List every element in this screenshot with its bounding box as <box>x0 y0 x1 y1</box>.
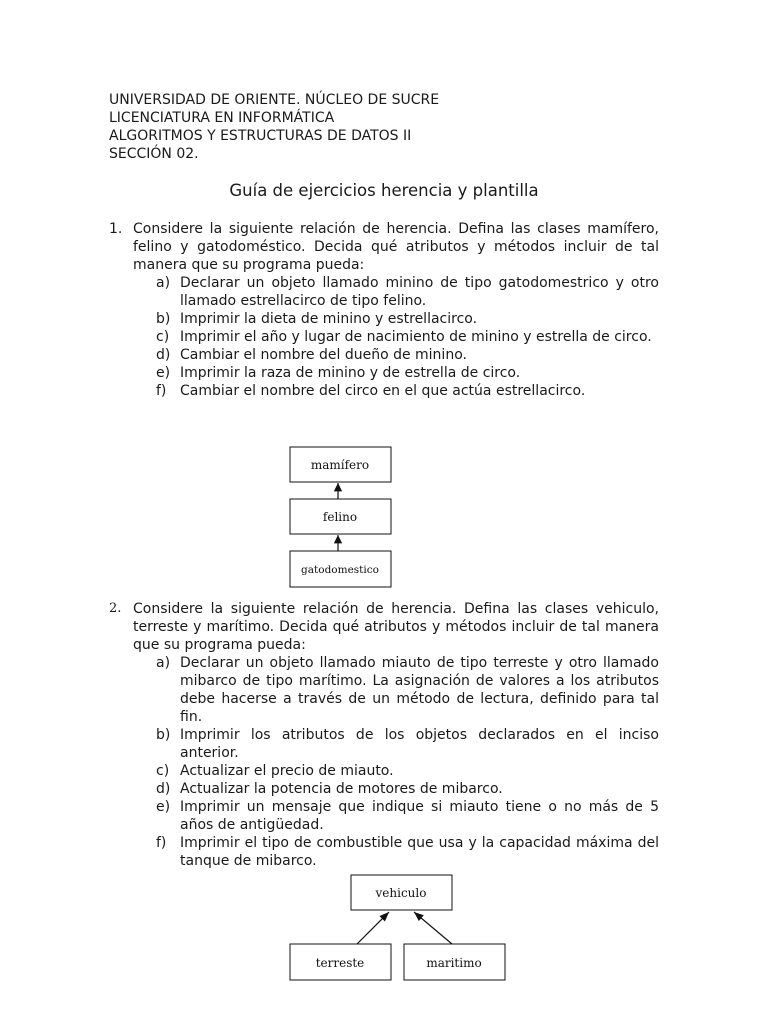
item-text: Cambiar el nombre del circo en el que actúa estrellacirco. <box>180 383 586 399</box>
class-label: gatodomestico <box>301 564 379 576</box>
item-letter: c) <box>156 763 170 779</box>
list-item <box>133 798 659 834</box>
item-letter: d) <box>156 781 171 797</box>
class-label: terreste <box>315 956 365 970</box>
list-item <box>133 654 659 726</box>
inheritance-arrow <box>414 912 452 944</box>
item-letter: a) <box>156 655 171 671</box>
exercise-2 <box>109 600 659 870</box>
class-box-vehiculo <box>351 875 452 910</box>
list-item <box>133 762 659 780</box>
item-letter: d) <box>156 347 171 363</box>
item-text: Imprimir la raza de minino y de estrella de circo. <box>180 365 521 381</box>
list-item <box>133 780 659 798</box>
item-text: Imprimir el año y lugar de nacimiento de minino y estrella de circo. <box>180 329 652 345</box>
item-text: Imprimir la dieta de minino y estrellacirco. <box>180 311 478 327</box>
item-text: Declarar un objeto llamado miauto de tipo terreste y otro llamado mibarco de tipo marítimo. La asignación de valores a los atributos debe hacerse a través de un método de lectura, definido para tal fin. <box>180 655 659 725</box>
item-letter: b) <box>156 727 171 743</box>
header-line: SECCIÓN 02. <box>109 146 199 162</box>
exercise-items <box>109 654 659 870</box>
item-text: Imprimir los atributos de los objetos declarados en el inciso anterior. <box>180 727 659 761</box>
class-box-mamifero <box>290 447 391 482</box>
item-letter: f) <box>156 835 167 851</box>
item-text: Actualizar la potencia de motores de mibarco. <box>180 781 503 797</box>
class-label: felino <box>322 510 358 524</box>
item-text: Imprimir un mensaje que indique si miauto tiene o no más de 5 años de antigüedad. <box>180 799 659 833</box>
header-line: ALGORITMOS Y ESTRUCTURAS DE DATOS II <box>109 128 412 144</box>
item-text: Actualizar el precio de miauto. <box>180 763 394 779</box>
item-letter: b) <box>156 311 171 327</box>
item-letter: a) <box>156 275 171 291</box>
document-title: Guía de ejercicios herencia y plantilla <box>229 181 539 200</box>
item-letter: e) <box>156 365 171 381</box>
exercise-number: 2. <box>109 601 122 616</box>
list-item <box>133 726 659 762</box>
class-label: maritimo <box>426 956 482 970</box>
exercise-intro: Considere la siguiente relación de herencia. Defina las clases mamífero, felino y gatodoméstico. Decida qué atributos y métodos incluir de tal manera que su programa pueda: <box>133 221 659 273</box>
class-box-maritimo <box>404 944 505 980</box>
item-letter: e) <box>156 799 171 815</box>
class-label: vehiculo <box>375 886 427 900</box>
item-text: Declarar un objeto llamado minino de tipo gatodomestrico y otro llamado estrellacirco de tipo felino. <box>180 275 659 309</box>
class-box-terreste <box>290 944 391 980</box>
item-text: Cambiar el nombre del dueño de minino. <box>180 347 467 363</box>
inheritance-arrow <box>357 912 389 944</box>
class-box-felino <box>290 499 391 534</box>
exercise-intro: Considere la siguiente relación de herencia. Defina las clases vehiculo, terreste y marítimo. Decida qué atributos y métodos incluir de tal manera que su programa pueda: <box>133 601 659 653</box>
class-label: mamífero <box>310 458 370 472</box>
item-text: Imprimir el tipo de combustible que usa y la capacidad máxima del tanque de mibarco. <box>180 835 659 869</box>
header-line: LICENCIATURA EN INFORMÁTICA <box>109 110 335 126</box>
exercise-number: 1. <box>109 221 123 237</box>
item-letter: f) <box>156 383 167 399</box>
list-item <box>133 834 659 870</box>
class-box-gatodomestico <box>290 551 391 587</box>
item-letter: c) <box>156 329 170 345</box>
header-line: UNIVERSIDAD DE ORIENTE. NÚCLEO DE SUCRE <box>109 92 440 108</box>
